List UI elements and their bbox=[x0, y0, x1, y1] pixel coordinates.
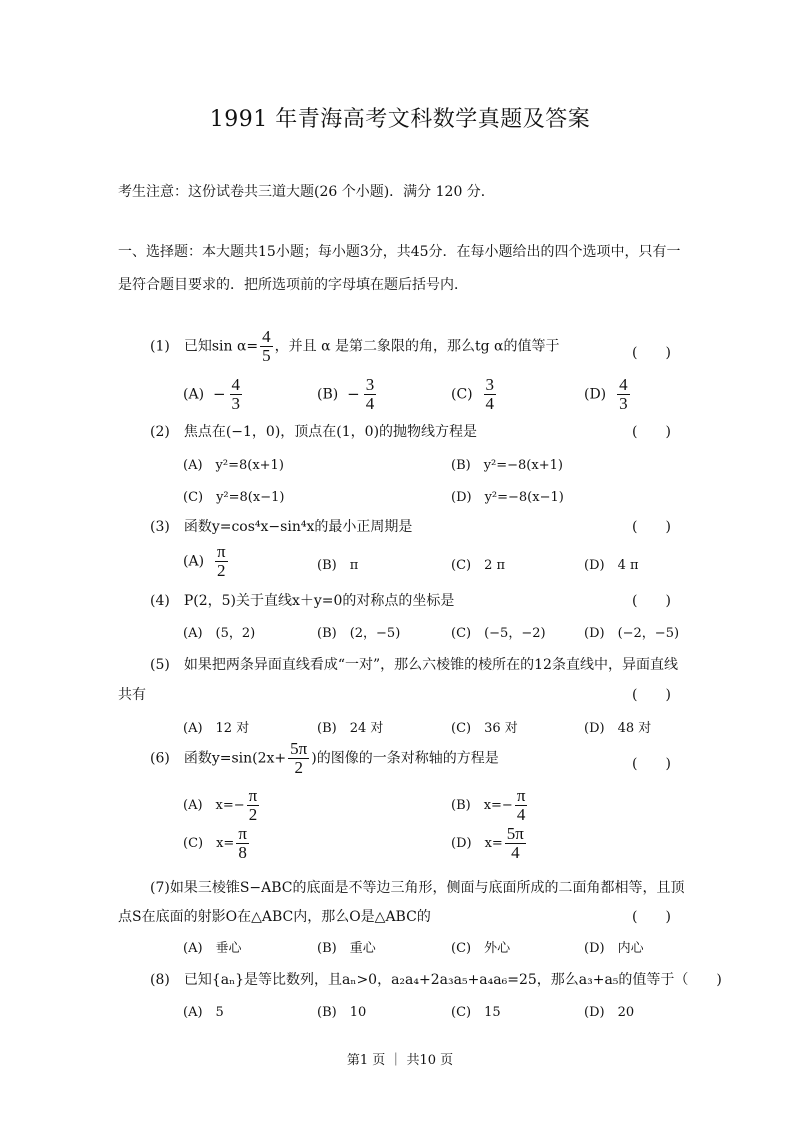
q7-option-a: (A) 垂心 bbox=[183, 941, 242, 956]
answer-paren: ( ) bbox=[632, 519, 671, 535]
question-5-stem-cont: 共有 bbox=[118, 687, 146, 703]
q3-option-a: (A) $\frac{\pi}{2}$ bbox=[183, 542, 226, 580]
q4-option-d: (D) (−2，−5) bbox=[584, 626, 680, 641]
answer-paren: ( ) bbox=[632, 687, 671, 703]
q5-option-a: (A) 12 对 bbox=[183, 721, 250, 736]
question-5-stem: (5) 如果把两条异面直线看成“一对”，那么六棱锥的棱所在的12条直线中，异面直线 bbox=[150, 657, 678, 673]
q6-option-d: (D) x= $\frac{5\pi}{4}$ bbox=[451, 824, 524, 862]
answer-paren: ( ) bbox=[632, 593, 671, 609]
q7-option-b: (B) 重心 bbox=[317, 941, 376, 956]
section1-instructions-line1: 一、选择题：本大题共15小题；每小题3分，共45分．在每小题给出的四个选项中，只有一 bbox=[118, 244, 681, 260]
q2-option-c: (C) y²=8(x−1) bbox=[183, 490, 285, 505]
q8-option-c: (C) 15 bbox=[451, 1005, 501, 1020]
question-7-stem: (7)如果三棱锥S−ABC的底面是不等边三角形，侧面与底面所成的二面角都相等，且顶 bbox=[150, 880, 685, 896]
q3-option-c: (C) 2 π bbox=[451, 558, 506, 573]
question-6-stem: (6) 函数y=sin(2x+ $\frac{5\pi}{2}$ )的图像的一条对称轴的方程是 bbox=[150, 739, 499, 777]
question-8-stem: (8) 已知{aₙ}是等比数列，且aₙ>0，a₂a₄+2a₃a₅+a₄a₆=25，那么a₃+a₅的值等于（ ) bbox=[150, 972, 722, 988]
q3-option-b: (B) π bbox=[317, 558, 359, 573]
q4-option-a: (A) (5，2) bbox=[183, 626, 256, 641]
answer-paren: ( ) bbox=[632, 345, 671, 361]
q8-option-d: (D) 20 bbox=[584, 1005, 635, 1020]
question-4-stem: (4) P(2，5)关于直线x＋y=0的对称点的坐标是 bbox=[150, 593, 455, 609]
q2-option-d: (D) y²=−8(x−1) bbox=[451, 490, 564, 505]
page-footer: 第1 页 ｜ 共10 页 bbox=[346, 1053, 454, 1068]
question-1-stem: (1) 已知sin α= $\frac{4}{5}$ ，并且 α 是第二象限的角，那么tg α的值等于 bbox=[150, 327, 560, 365]
q1-option-b: (B) − $\frac{3}{4}$ bbox=[317, 375, 375, 413]
q6-option-b: (B) x=− $\frac{\pi}{4}$ bbox=[451, 786, 526, 824]
q1-option-a: (A) − $\frac{4}{3}$ bbox=[183, 375, 241, 413]
q7-option-d: (D) 内心 bbox=[584, 941, 644, 956]
fraction: $\frac{4}{5}$ bbox=[262, 327, 271, 365]
q4-option-b: (B) (2，−5) bbox=[317, 626, 401, 641]
q4-option-c: (C) (−5，−2) bbox=[451, 626, 546, 641]
q2-option-b: (B) y²=−8(x+1) bbox=[451, 458, 563, 473]
question-2-stem: (2) 焦点在(−1，0)，顶点在(1，0)的抛物线方程是 bbox=[150, 424, 478, 440]
answer-paren: ( ) bbox=[632, 756, 671, 772]
q8-option-b: (B) 10 bbox=[317, 1005, 367, 1020]
q5-option-d: (D) 48 对 bbox=[584, 721, 652, 736]
q6-option-c: (C) x= $\frac{\pi}{8}$ bbox=[183, 824, 247, 862]
question-7-stem-cont: 点S在底面的射影O在△ABC内，那么O是△ABC的 bbox=[118, 909, 431, 925]
q6-option-a: (A) x=− $\frac{\pi}{2}$ bbox=[183, 786, 258, 824]
q5-option-c: (C) 36 对 bbox=[451, 721, 518, 736]
q5-option-b: (B) 24 对 bbox=[317, 721, 384, 736]
section1-instructions-line2: 是符合题目要求的．把所选项前的字母填在题后括号内． bbox=[118, 277, 468, 293]
q2-option-a: (A) y²=8(x+1) bbox=[183, 458, 284, 473]
q1-option-d: (D) $\frac{4}{3}$ bbox=[584, 375, 628, 413]
answer-paren: ( ) bbox=[632, 909, 671, 925]
exam-notice: 考生注意：这份试卷共三道大题(26 个小题)．满分 120 分． bbox=[118, 184, 495, 200]
question-3-stem: (3) 函数y=cos⁴x−sin⁴x的最小正周期是 bbox=[150, 519, 413, 535]
q1-option-c: (C) $\frac{3}{4}$ bbox=[451, 375, 495, 413]
q3-option-d: (D) 4 π bbox=[584, 558, 639, 573]
q8-option-a: (A) 5 bbox=[183, 1005, 224, 1020]
answer-paren: ( ) bbox=[632, 424, 671, 440]
q7-option-c: (C) 外心 bbox=[451, 941, 511, 956]
page-title: 1991 年青海高考文科数学真题及答案 bbox=[209, 107, 591, 132]
